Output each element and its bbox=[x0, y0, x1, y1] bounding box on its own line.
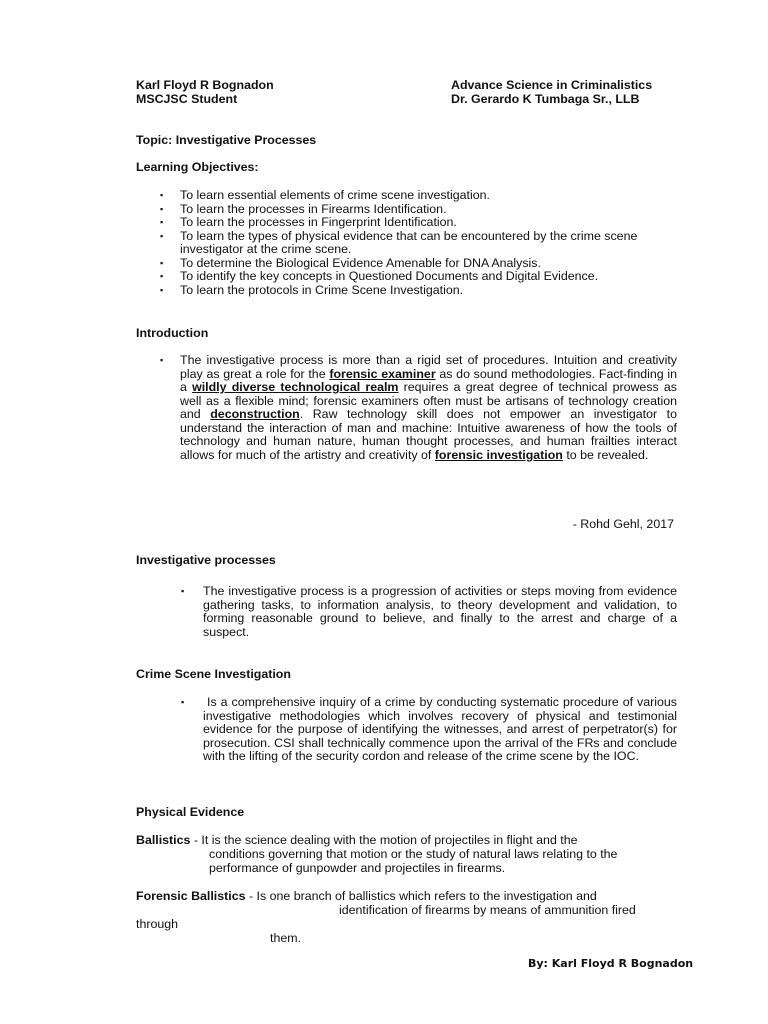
forensic-ballistics-line-2: identification of firearms by means of ammunition fired bbox=[339, 903, 636, 917]
list-item: ▪ To learn the processes in Firearms Identification. bbox=[160, 201, 447, 216]
introduction-heading: Introduction bbox=[136, 326, 209, 340]
list-item: ▪ To identify the key concepts in Questioned Documents and Digital Evidence. bbox=[160, 269, 599, 283]
list-item: ▪ To determine the Biological Evidence Amenable for DNA Analysis. bbox=[160, 255, 541, 270]
page-footer: By: Karl Floyd R Bognadon bbox=[528, 957, 694, 970]
list-item: ▪ To learn essential elements of crime scene investigation. bbox=[160, 188, 490, 202]
instructor-name: Dr. Gerardo K Tumbaga Sr., LLB bbox=[451, 92, 640, 106]
list-item: ▪ To learn the protocols in Crime Scene Investigation. bbox=[160, 282, 464, 297]
deconstruction-link[interactable]: deconstruction bbox=[210, 407, 300, 421]
bullet-icon: ▪ bbox=[181, 586, 185, 596]
list-item: ▪ To learn the processes in Fingerprint Identification. bbox=[160, 215, 457, 229]
topic-heading: Topic: Investigative Processes bbox=[136, 133, 317, 147]
bullet-icon: ▪ bbox=[160, 257, 164, 268]
ballistics-line-2: conditions governing that motion or the study of natural laws relating to the bbox=[209, 847, 618, 861]
bullet-icon: ▪ bbox=[160, 217, 164, 227]
objectives-heading: Learning Objectives: bbox=[136, 160, 259, 174]
quote-attribution: - Rohd Gehl, 2017 bbox=[572, 517, 674, 531]
technological-realm-link[interactable]: wildly diverse technological realm bbox=[192, 380, 399, 394]
investigative-paragraph: The investigative process is a progression of activities or steps moving from evidence gathering tasks, to information analysis, to theory development and validation, to forming reasonable ground to believe, and finally to the arrest and charge of a suspect. bbox=[203, 584, 677, 639]
author-role: MSCJSC Student bbox=[136, 92, 238, 106]
investigative-heading: Investigative processes bbox=[136, 553, 276, 567]
forensic-examiner-link[interactable]: forensic examiner bbox=[329, 366, 436, 381]
ballistics-definition: Ballistics - It is the science dealing with the motion of projectiles in flight and the bbox=[136, 833, 578, 847]
csi-paragraph: Is a comprehensive inquiry of a crime by conducting systematic procedure of various investigative methodologies which involves recovery of physical and testimonial evidence for the purpose of identifying the witnesses, and arrest of perpetrator(s) for prosecution. CSI shall technically commence upon the arrival of the FRs and conclude with the lifting of the security cordon and release of the crime scene by the IOC. bbox=[203, 695, 677, 763]
course-block bbox=[451, 78, 652, 106]
ballistics-term: Ballistics bbox=[136, 833, 191, 847]
forensic-ballistics-term: Forensic Ballistics bbox=[136, 889, 246, 903]
bullet-icon: ▪ bbox=[160, 190, 164, 200]
bullet-icon: ▪ bbox=[160, 203, 164, 214]
csi-heading: Crime Scene Investigation bbox=[136, 667, 291, 681]
introduction-paragraph: The investigative process is more than a rigid set of procedures. Intuition and creativity play as great a role for the forensic examiner as do sound methodologies. Fact-finding in a wildly diverse technological realm requires a great degree of technical prowess as well as a flexible mind; forensic examiners often must be artisans of technology creation and deconstruction. Raw technology skill does not empower an investigator to understand the interaction of man and machine: Intuitive awareness of how the tools of technology and human nature, human thought processes, and human frailties interact allows for much of the artistry and creativity of forensic investigation to be revealed. bbox=[180, 353, 678, 462]
forensic-ballistics-line-4: them. bbox=[270, 931, 301, 945]
author-block bbox=[136, 78, 274, 106]
ballistics-line-3: performance of gunpowder and projectiles in firearms. bbox=[209, 861, 506, 875]
bullet-icon: ▪ bbox=[160, 230, 164, 241]
bullet-icon: ▪ bbox=[160, 355, 164, 365]
forensic-ballistics-definition: Forensic Ballistics - Is one branch of ballistics which refers to the investigation and bbox=[136, 889, 597, 903]
bullet-icon: ▪ bbox=[181, 697, 185, 707]
forensic-investigation-link[interactable]: forensic investigation bbox=[434, 447, 563, 462]
physical-evidence-heading: Physical Evidence bbox=[136, 805, 245, 819]
list-item: ▪ To learn the types of physical evidence that can be encountered by the crime scene investigator at the crime scene. bbox=[160, 228, 638, 256]
bullet-icon: ▪ bbox=[160, 284, 164, 295]
author-name: Karl Floyd R Bognadon bbox=[136, 78, 274, 92]
forensic-ballistics-line-3: through bbox=[136, 917, 179, 931]
bullet-icon: ▪ bbox=[160, 271, 164, 281]
course-title: Advance Science in Criminalistics bbox=[451, 78, 653, 92]
objectives-list bbox=[160, 189, 660, 297]
